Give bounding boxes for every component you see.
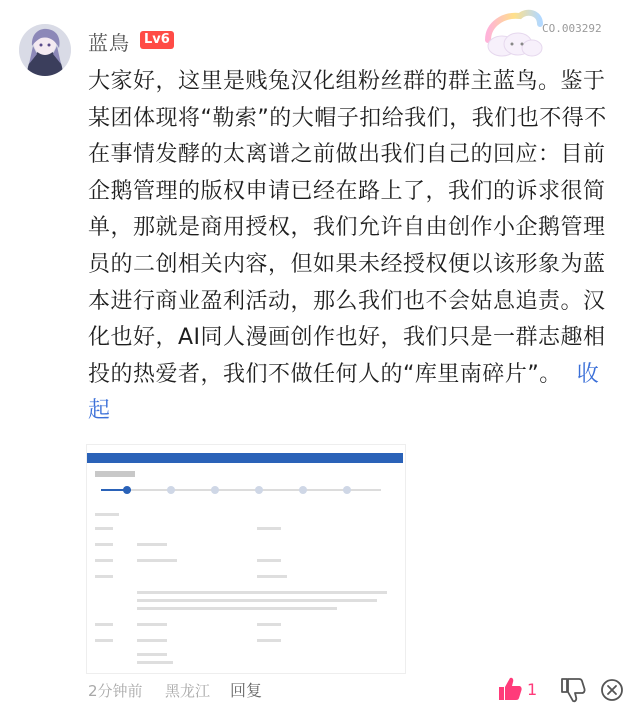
comment-time: 2分钟前: [88, 682, 143, 700]
avatar-image-icon: [19, 24, 71, 76]
more-options-icon: [600, 678, 624, 702]
screenshot-title-line: [95, 471, 135, 477]
screenshot-text-line: [137, 661, 173, 664]
thumbs-up-icon: [497, 676, 523, 702]
screenshot-header-bar: [87, 453, 403, 463]
screenshot-text-line: [95, 527, 113, 530]
comment-location: 黑龙江: [165, 682, 211, 700]
screenshot-text-line: [257, 575, 287, 578]
comment-body-text: 大家好，这里是贱兔汉化组粉丝群的群主蓝鸟。鉴于某团体现将“勒索”的大帽子扣给我们，我们也不得不在事情发酵的太离谱之前做出我们自己的回应：目前企鹅管理的版权申请已经在路上了，我们的诉求很简单，那就是商用授权，我们允许自由创作小企鹅管理员的二创相关内容，但如果未经授权便以该形象为蓝本进行商业盈利活动，那么我们也不会姑息追责。汉化也好，AI同人漫画创作也好，我们只是一群志趣相投的热爱者，我们不做任何人的“库里南碎片”。: [88, 69, 607, 387]
screenshot-step-dot: [299, 486, 307, 494]
screenshot-step-dot: [167, 486, 175, 494]
screenshot-text-line: [257, 559, 281, 562]
screenshot-text-line: [257, 527, 281, 530]
screenshot-step-dot: [211, 486, 219, 494]
like-count: 1: [527, 680, 538, 699]
comment-body: [88, 64, 614, 430]
screenshot-text-line: [95, 623, 113, 626]
screenshot-text-line: [137, 639, 167, 642]
screenshot-step-dot: [343, 486, 351, 494]
level-badge: Lv6: [140, 31, 174, 49]
screenshot-text-line: [257, 623, 281, 626]
screenshot-text-line: [137, 559, 177, 562]
screenshot-text-line: [137, 591, 387, 594]
avatar[interactable]: [19, 24, 71, 76]
screenshot-text-line: [137, 607, 337, 610]
attached-screenshot-image[interactable]: [86, 444, 406, 674]
screenshot-text-line: [257, 639, 281, 642]
watermark-code: CO.003292: [542, 22, 602, 35]
screenshot-text-line: [137, 599, 377, 602]
screenshot-progress-track: [101, 489, 381, 491]
collapse-link[interactable]: 收起: [88, 361, 600, 424]
screenshot-text-line: [137, 623, 167, 626]
more-options-button[interactable]: [600, 678, 624, 702]
like-button[interactable]: [497, 676, 543, 704]
screenshot-text-line: [95, 513, 119, 516]
screenshot-text-line: [137, 653, 167, 656]
screenshot-text-line: [95, 559, 113, 562]
screenshot-text-line: [95, 543, 113, 546]
screenshot-text-line: [95, 639, 113, 642]
reply-button[interactable]: 回复: [230, 681, 263, 700]
screenshot-text-line: [95, 575, 113, 578]
screenshot-step-dot: [123, 486, 131, 494]
screenshot-text-line: [137, 543, 167, 546]
username[interactable]: 蓝鳥: [88, 31, 130, 55]
dislike-button[interactable]: [560, 677, 586, 703]
screenshot-step-dot: [255, 486, 263, 494]
thumbs-down-icon: [560, 677, 586, 703]
